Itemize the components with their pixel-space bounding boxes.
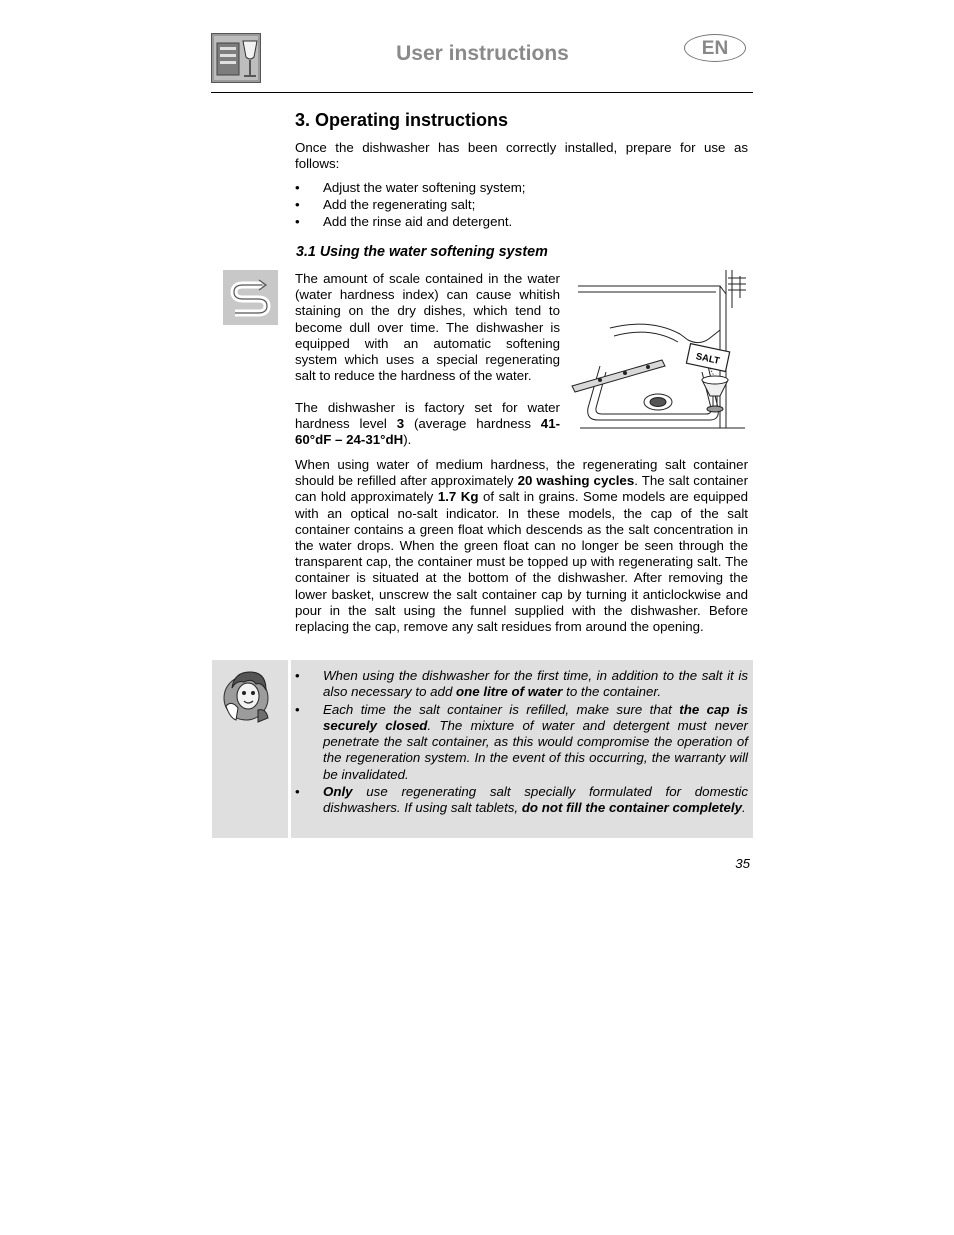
list-item: • Add the regenerating salt; — [295, 196, 748, 213]
section-title: 3. Operating instructions — [295, 110, 509, 130]
intro-paragraph: Once the dishwasher has been correctly installed, prepare for use as follows: — [295, 140, 748, 172]
water-softening-s-icon — [223, 270, 278, 325]
note-item-first-use: • When using the dishwasher for the first time, in addition to the salt it is also necessary to add one litre of water to the container. — [295, 668, 748, 701]
note-item-salt-type: • Only use regenerating salt specially formulated for domestic dishwashers. If using salt tablets, do not fill the container completely. — [295, 784, 748, 817]
list-item: • Add the rinse aid and detergent. — [295, 213, 748, 230]
dishwasher-glass-icon — [211, 33, 261, 83]
page-number: 35 — [735, 856, 750, 871]
salt-container-illustration — [570, 268, 750, 434]
note-list — [295, 668, 748, 818]
hardness-level: 3 — [396, 416, 405, 432]
header-divider — [211, 92, 753, 93]
list-item: • Adjust the water softening system; — [295, 179, 748, 196]
salt-refill-paragraph: When using water of medium hardness, the regenerating salt container should be refilled after approximately 20 washing cycles. The salt container can hold approximately 1.7 Kg of salt in grains. Some models are equipped with an optical no-salt indicator. In these models, the cap of the salt container contains a green float which descends as the salt concentration in the water drops. When the green float can no longer be seen through the transparent cap, the container must be topped up with regenerating salt. The container is situated at the bottom of the dishwasher. After removing the lower basket, unscrew the salt container cap by turning it anticlockwise and pour in the salt using the funnel supplied with the dishwasher. Before replacing the cap, remove any salt residues from around the opening. — [295, 457, 749, 635]
water-hardness-paragraph: The amount of scale contained in the water (water hardness index) can cause whitish staining on the dry dishes, which tend to become dull over time. The dishwasher is equipped with an automatic softening system which uses a special regenerating salt to reduce the hardness of the water. — [295, 271, 560, 384]
header-title: User instructions — [396, 42, 569, 65]
factory-setting-paragraph: The dishwasher is factory set for water hardness level 3 (average hardness 41-60°dF – 24-31°dH). — [295, 400, 561, 448]
washing-cycles: 20 washing cycles — [517, 473, 635, 489]
hardness-value: 41-60°dF – 24-31°dH — [295, 416, 561, 448]
warning-character-icon — [222, 668, 274, 726]
salt-capacity: 1.7 Kg — [437, 489, 479, 505]
subsection-title: 3.1 Using the water softening system — [296, 244, 548, 260]
language-badge: EN — [684, 34, 746, 62]
note-item-cap-closed: • Each time the salt container is refilled, make sure that the cap is securely closed. The mixture of water and detergent must never penetrate the salt container, as this would compromise the operation of the regeneration system. In the event of this occurring, the warranty will be invalidated. — [295, 702, 748, 783]
preparation-steps-list — [295, 179, 748, 230]
note-box-divider — [288, 660, 291, 838]
salt-label: SALT — [694, 351, 721, 367]
